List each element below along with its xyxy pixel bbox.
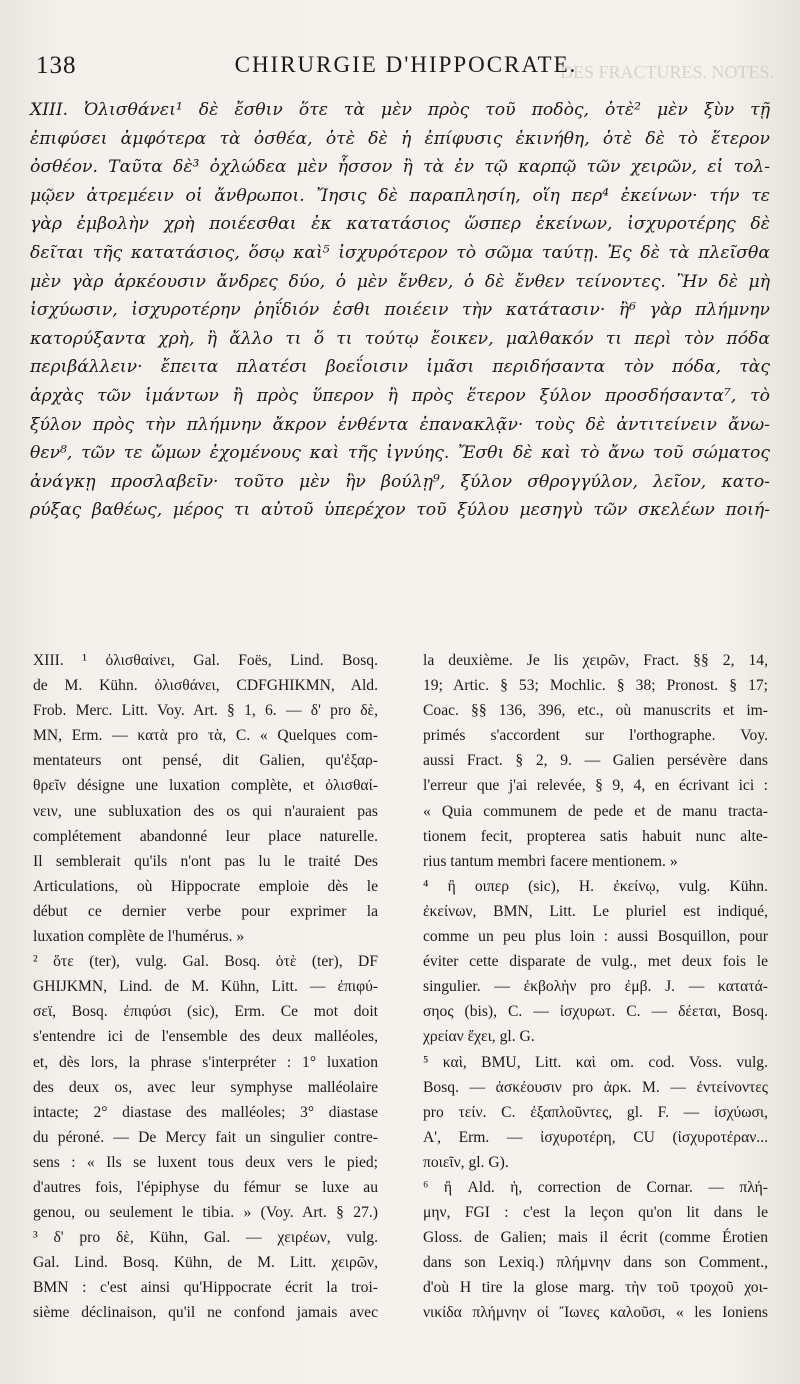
text-line: ρύξας βαθέως, μέρος τι αὐτοῦ ὑπερέχον τοῦ ξύλου μεσηγὺ τῶν σκελέων ποιή- xyxy=(30,500,770,521)
note-line: dans son Lexiq.) πλήμνην dans son Comment., xyxy=(423,1254,768,1272)
note-line: Frob. Merc. Litt. Voy. Art. § 1, 6. — δ' pro δὲ, xyxy=(33,702,378,720)
note-line: aussi Fract. § 2, 9. — Galien persévère dans xyxy=(423,752,768,770)
note-line: intacte; 2° diastase des malléoles; 3° diastase xyxy=(33,1103,378,1121)
note-line: μην, FGI : c'est la leçon qu'on lit dans le xyxy=(423,1204,768,1222)
note-line: la deuxième. Je lis χειρῶν, Fract. §§ 2, 14, xyxy=(423,652,768,669)
note-line: θρεῖν désigne une luxation complète, et ὀλισθαί- xyxy=(33,777,378,795)
footnotes-right-column xyxy=(423,648,768,1326)
note-line: ⁴ ἢ οιπερ (sic), H. ἐκείνῳ, vulg. Kühn. xyxy=(423,877,768,895)
note-line: primés s'accordent sur l'orthographe. Voy. xyxy=(423,727,768,745)
text-line: ἐπιφύσει ἀμφότερα τὰ ὀσθέα, ὁτὲ δὲ ἡ ἐπίφυσις ἐκινήθη, ὁτὲ δὲ τὸ ἕτερον xyxy=(30,128,770,149)
running-title: CHIRURGIE D'HIPPOCRATE. xyxy=(234,52,578,77)
note-line: Gloss. de Galien; mais il écrit (comme Érotien xyxy=(423,1229,768,1247)
text-line: μὲν γὰρ ἀρκέουσιν ἄνδρες δύο, ὁ μὲν ἔνθεν, ὁ δὲ ἔνθεν τείνοντες. Ἢν δὲ μὴ xyxy=(30,271,770,292)
main-greek-text xyxy=(30,96,770,525)
note-line: mentateurs ont pensé, dit Galien, qu'ἐξαρ- xyxy=(33,752,378,770)
note-line: sens : « Ils se luxent tous deux vers le pied; xyxy=(33,1153,378,1171)
show-through-text: DES FRACTURES. NOTES. xyxy=(560,62,775,82)
note-line: Il semblerait qu'ils n'ont pas lu le traité Des xyxy=(33,852,378,870)
note-line: et, dès lors, la phrase s'interpréter : 1° luxation xyxy=(33,1053,378,1071)
note-line: début ce dernier verbe pour exprimer la xyxy=(33,902,378,920)
note-line: sième déclinaison, qu'il ne confond jamais avec xyxy=(33,1304,378,1322)
page-header xyxy=(36,52,776,86)
footnotes xyxy=(0,648,800,1378)
note-line: s'entendre ici de l'ensemble des deux malléoles, xyxy=(33,1028,378,1046)
text-line: δεῖται τῆς κατατάσιος, ὅσῳ καὶ⁵ ἰσχυρότερον τὸ σῶμα ταύτῃ. Ἐς δὲ τὰ πλεῖσθα xyxy=(30,242,770,263)
note-line: Gal. Lind. Bosq. Kühn, de M. Litt. χειρῶν, xyxy=(33,1254,378,1272)
note-line: GHIJKMN, Lind. de M. Kühn, Litt. — ἐπιφύ- xyxy=(33,978,378,996)
note-line: d'où H tire la glose marg. τὴν τοῦ τροχοῦ χοι- xyxy=(423,1279,768,1297)
text-line: ἀνάγκῃ προσλαβεῖν· τοῦτο μὲν ἢν βούλῃ⁹, ξύλον σθρογγύλον, λεῖον, κατο- xyxy=(30,471,770,492)
text-line: γὰρ ἐμβολὴν χρὴ ποιέεσθαι ἐκ κατατάσιος ὥσπερ ἐκείνων, ἰσχυροτέρης δὲ xyxy=(30,214,770,235)
text-line: ἀρχὰς τῶν ἱμάντων ἢ πρὸς ὕπερον ἢ πρὸς ἕτερον ξύλον προσδήσαντα⁷, τὸ xyxy=(30,385,770,406)
note-line: l'erreur que j'ai relevée, § 9, 4, en écrivant ici : xyxy=(423,777,768,795)
note-line: BMN : c'est ainsi qu'Hippocrate écrit la troi- xyxy=(33,1279,378,1297)
note-line: Bosq. — ἀσκέουσιν pro ἀρκ. M. — ἐντείνοντες xyxy=(423,1078,768,1096)
note-line: comme un peu plus loin : aussi Bosquillon, pour xyxy=(423,928,768,946)
note-line: Articulations, où Hippocrate emploie dès le xyxy=(33,877,378,895)
text-line: ὀσθέον. Ταῦτα δὲ³ ὀχλώδεα μὲν ἧσσον ἢ τὰ ἐν τῷ καρπῷ τῶν χειρῶν, εἰ τολ- xyxy=(30,157,770,178)
note-line: des deux os, avec leur symphyse malléolaire xyxy=(33,1078,378,1096)
note-line: A', Erm. — ἰσχυροτέρη, CU (ἰσχυροτέραν... xyxy=(423,1128,768,1146)
footnotes-left-column xyxy=(33,648,378,1326)
text-line: ἰσχύωσιν, ἰσχυροτέρην ῥηΐδιόν ἐσθι ποιέειν τὴν κατάτασιν· ἢ⁶ γὰρ πλήμνην xyxy=(30,300,770,321)
note-line: d'autres fois, l'épiphyse du fémur se luxe au xyxy=(33,1178,378,1196)
text-line: ξύλον πρὸς τὴν πλήμνην ἄκρον ἐνθέντα ἐπανακλᾷν· τοὺς δὲ ἀντιτείνειν ἄνω- xyxy=(30,414,770,435)
note-line: du péroné. — De Mercy fait un singulier contre- xyxy=(33,1128,378,1146)
note-line: genou, ou seulement le tibia. » (Voy. Art. § 27.) xyxy=(33,1204,378,1222)
note-line: ἐκείνων, BMN, Litt. Le pluriel est indiqué, xyxy=(423,902,768,920)
note-line: ² ὅτε (ter), vulg. Gal. Bosq. ὁτὲ (ter), DF xyxy=(33,953,378,971)
note-line: ⁶ ἢ Ald. ἡ, correction de Cornar. — πλή- xyxy=(423,1178,768,1196)
text-line: κατορύξαντα χρὴ, ἢ ἄλλο τι ὅ τι τούτῳ ἔοικεν, μαλθακόν τι περὶ τὸν πόδα xyxy=(30,328,770,349)
note-line: « Quia communem de pede et de manu tracta- xyxy=(423,802,768,820)
note-line: de M. Kühn. ὀλισθάνει, CDFGHIKMN, Ald. xyxy=(33,677,378,695)
note-line: χρείαν ἔχει, gl. G. xyxy=(423,1028,535,1046)
note-line: MN, Erm. — κατὰ pro τὰ, C. « Quelques com- xyxy=(33,727,378,745)
note-line: singulier. — ἐκβολὴν pro ἐμβ. J. — κατατά- xyxy=(423,978,768,996)
note-line: νειν, une subluxation des os qui n'auraient pas xyxy=(33,802,378,820)
note-line: éviter cette disparate de vulg., met deux fois le xyxy=(423,953,768,971)
note-line: ⁵ καὶ, BMU, Litt. καὶ om. cod. Voss. vulg. xyxy=(423,1053,768,1071)
note-line: σηος (bis), C. — ἰσχυρωτ. C. — δέεται, Bosq. xyxy=(423,1003,768,1021)
text-line: περιβάλλειν· ἔπειτα πλατέσι βοεΐοισιν ἱμᾶσι περιδήσαντα τὸν πόδα, τὰς xyxy=(30,357,770,378)
note-line: 19; Artic. § 53; Mochlic. § 38; Pronost. § 17; xyxy=(423,677,768,695)
note-line: νικίδα πλήμνην οἱ Ἴωνες καλοῦσι, « les Ioniens xyxy=(423,1304,768,1322)
note-line: XIII. ¹ ὀλισθαίνει, Gal. Foës, Lind. Bosq. xyxy=(33,652,378,669)
note-line: rius tantum membri facere mentionem. » xyxy=(423,852,678,870)
note-line: ποιεῖν, gl. G). xyxy=(423,1153,509,1171)
note-line: complétement abandonné leur place naturelle. xyxy=(33,827,378,845)
note-line: Coac. §§ 136, 396, etc., où manuscrits et im- xyxy=(423,702,768,720)
text-line: XIII. Ὀλισθάνει¹ δὲ ἔσθιν ὅτε τὰ μὲν πρὸς τοῦ ποδὸς, ὁτὲ² μὲν ξὺν τῇ xyxy=(30,100,770,120)
text-line: θεν⁸, τῶν τε ὤμων ἐχομένους καὶ τῆς ἰγνύης. Ἔσθι δὲ καὶ τὸ ἄνω τοῦ σώματος xyxy=(30,443,770,464)
note-line: pro τείν. C. ἐξαπλοῦντες, gl. F. — ἰσχύωσι, xyxy=(423,1103,768,1121)
page-number: 138 xyxy=(36,52,77,79)
note-line: σεϊ, Bosq. ἐπιφύσι (sic), Erm. Ce mot doit xyxy=(33,1003,378,1021)
note-line: ³ δ' pro δὲ, Kühn, Gal. — χειρέων, vulg. xyxy=(33,1229,378,1247)
note-line: tionem fecit, propterea satis habuit nunc alte- xyxy=(423,827,768,845)
text-line: μῷεν ἀτρεμέειν οἱ ἄνθρωποι. Ἴησις δὲ παραπλησίη, οἵη περ⁴ ἐκείνων· τήν τε xyxy=(30,185,770,206)
note-line: luxation complète de l'humérus. » xyxy=(33,928,245,946)
